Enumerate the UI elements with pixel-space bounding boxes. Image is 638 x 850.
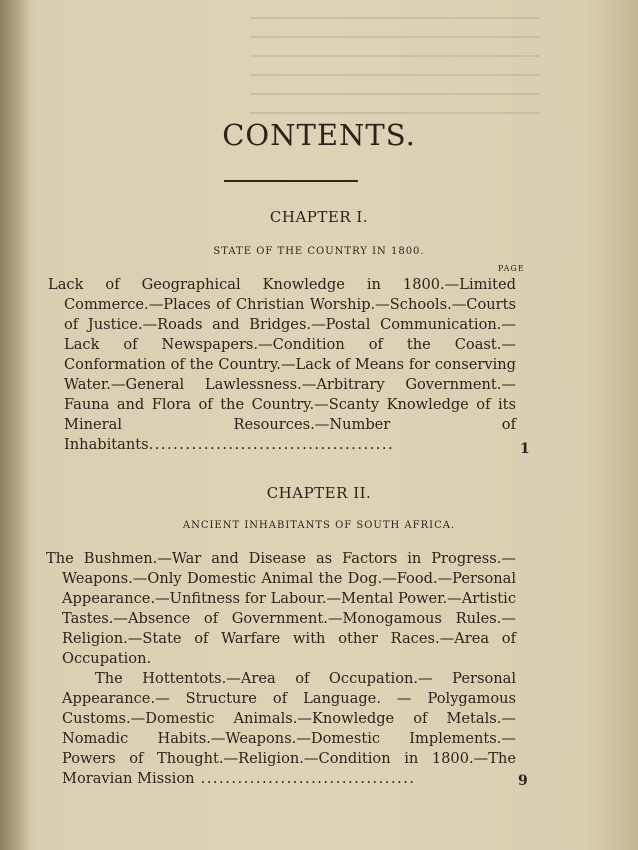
page-column-label: PAGE [498, 264, 525, 273]
chapter-2-summary-bushmen: The Bushmen.—War and Disease as Factors in Progress.—Weapons.—Only Domestic Animal the Dog.—Food.—Personal Appearance.—Unfitness for Labour.—Mental Power.—Artistic Tastes.—Absence of Government.—Monogamous Rules.—Religion.—State of Warfare with other Races.—Area of Occupation. [46, 550, 516, 667]
chapter-1-page-number: 1 [520, 441, 530, 457]
chapter-1-heading: CHAPTER I. [269, 208, 369, 226]
title-divider [224, 180, 358, 182]
chapter-2-page-number: 9 [518, 773, 528, 789]
dot-leader: ........................................ [148, 436, 395, 453]
chapter-2-summary-hottentots-text: The Hottentots.—Area of Occupation.— Personal Appearance.— Structure of Language. — Polygamous Customs.—Domestic Animals.—Knowledge of Metals.—Nomadic Habits.—Weapons.—Domestic Implements.—Powers of Thought.—Religion.—Condition in 1800.—The Moravian Mission [62, 670, 516, 787]
chapter-2-summary-hottentots [46, 669, 516, 789]
chapter-1-subtitle: STATE OF THE COUNTRY IN 1800. [213, 246, 425, 257]
chapter-2-subtitle: ANCIENT INHABITANTS OF SOUTH AFRICA. [182, 520, 456, 531]
bleed-through-text [250, 0, 540, 120]
chapter-1-summary-text: Lack of Geographical Knowledge in 1800.—Limited Commerce.—Places of Christian Worship.—Schools.—Courts of Justice.—Roads and Bridges.—Postal Communication.—Lack of Newspapers.—Condition of the Coast.—Conformation of the Country.—Lack of Means for conserving Water.—General Lawlessness.—Arbitrary Government.—Fauna and Flora of the Country.—Scanty Knowledge of its Mineral Resources.—Number of Inhabitants [48, 276, 516, 453]
chapter-1-summary [48, 275, 516, 455]
chapter-2-heading: CHAPTER II. [266, 484, 372, 502]
dot-leader: ................................... [194, 770, 416, 787]
page-title: CONTENTS. [222, 118, 416, 152]
